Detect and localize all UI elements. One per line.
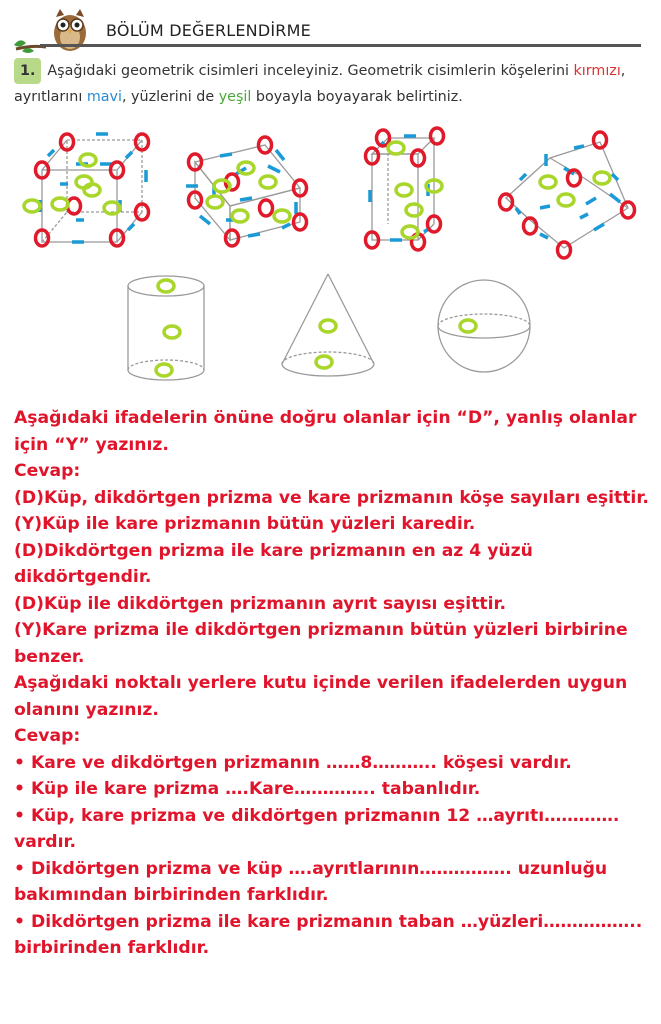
section-header [0, 0, 661, 55]
cylinder-shape [128, 276, 204, 380]
question-text-2: , [620, 63, 626, 79]
tf-instructions: Aşağıdaki ifadelerin önüne doğru olanlar için “D”, yanlış olanlar için “Y” yazınız. [14, 408, 637, 455]
answer-label-2: Cevap: [14, 726, 81, 746]
square-prism-shape [366, 128, 444, 250]
question-text-3: ayrıtlarını [14, 89, 87, 105]
fill-answer-4: • Dikdörtgen prizma ve küp ….ayrıtlarının……………. uzunluğu bakımından birbirinden farklıdır. [14, 858, 608, 905]
tf-answer-1: (D)Küp, dikdörtgen prizma ve kare prizmanın köşe sayıları eşittir. [14, 487, 649, 508]
cone-shape [282, 274, 374, 376]
geometric-shapes-illustration [0, 120, 661, 400]
word-green: yeşil [218, 89, 252, 105]
fill-answer-3: • Küp, kare prizma ve dikdörtgen prizmanın 12 …ayrıtı…………. vardır. [14, 805, 620, 852]
sphere-shape [438, 280, 530, 372]
answer-label-1: Cevap: [14, 461, 81, 481]
header-divider [40, 44, 641, 47]
question-number: 1. [14, 58, 41, 84]
cube-shape [24, 134, 149, 246]
tf-answer-5: (Y)Kare prizma ile dikdörtgen prizmanın bütün yüzleri birbirine benzer. [14, 620, 628, 667]
section-title: BÖLÜM DEĞERLENDİRME [106, 21, 311, 40]
fill-instructions: Aşağıdaki noktalı yerlere kutu içinde verilen ifadelerden uygun olanını yazınız. [14, 673, 628, 720]
tf-answer-3: (D)Dikdörtgen prizma ile kare prizmanın en az 4 yüzü dikdörtgendir. [14, 540, 533, 587]
question-text-4: , yüzlerini de [121, 89, 219, 105]
fill-answer-2: • Küp ile kare prizma ….Kare………….. tabanlıdır. [14, 779, 481, 799]
fill-answer-5: • Dikdörtgen prizma ile kare prizmanın taban …yüzleri…………….. birbirinden farklıdır. [14, 911, 643, 958]
tf-answer-2: (Y)Küp ile kare prizmanın bütün yüzleri karedir. [14, 514, 476, 534]
question-text-1: Aşağıdaki geometrik cisimleri inceleyiniz. Geometrik cisimlerin köşelerini [47, 63, 574, 79]
fill-answer-1: • Kare ve dikdörtgen prizmanın ……8……….. köşesi vardır. [14, 752, 572, 773]
word-red: kırmızı [573, 63, 621, 79]
tilted-prism-shape [500, 132, 635, 258]
tf-answer-4: (D)Küp ile dikdörtgen prizmanın ayrıt sayısı eşittir. [14, 593, 507, 614]
rectangular-prism-shape [186, 137, 307, 246]
word-blue: mavi [86, 89, 122, 105]
question-1 [14, 58, 654, 110]
answer-section [14, 405, 654, 962]
question-text-5: boyayla boyayarak belirtiniz. [251, 89, 463, 105]
